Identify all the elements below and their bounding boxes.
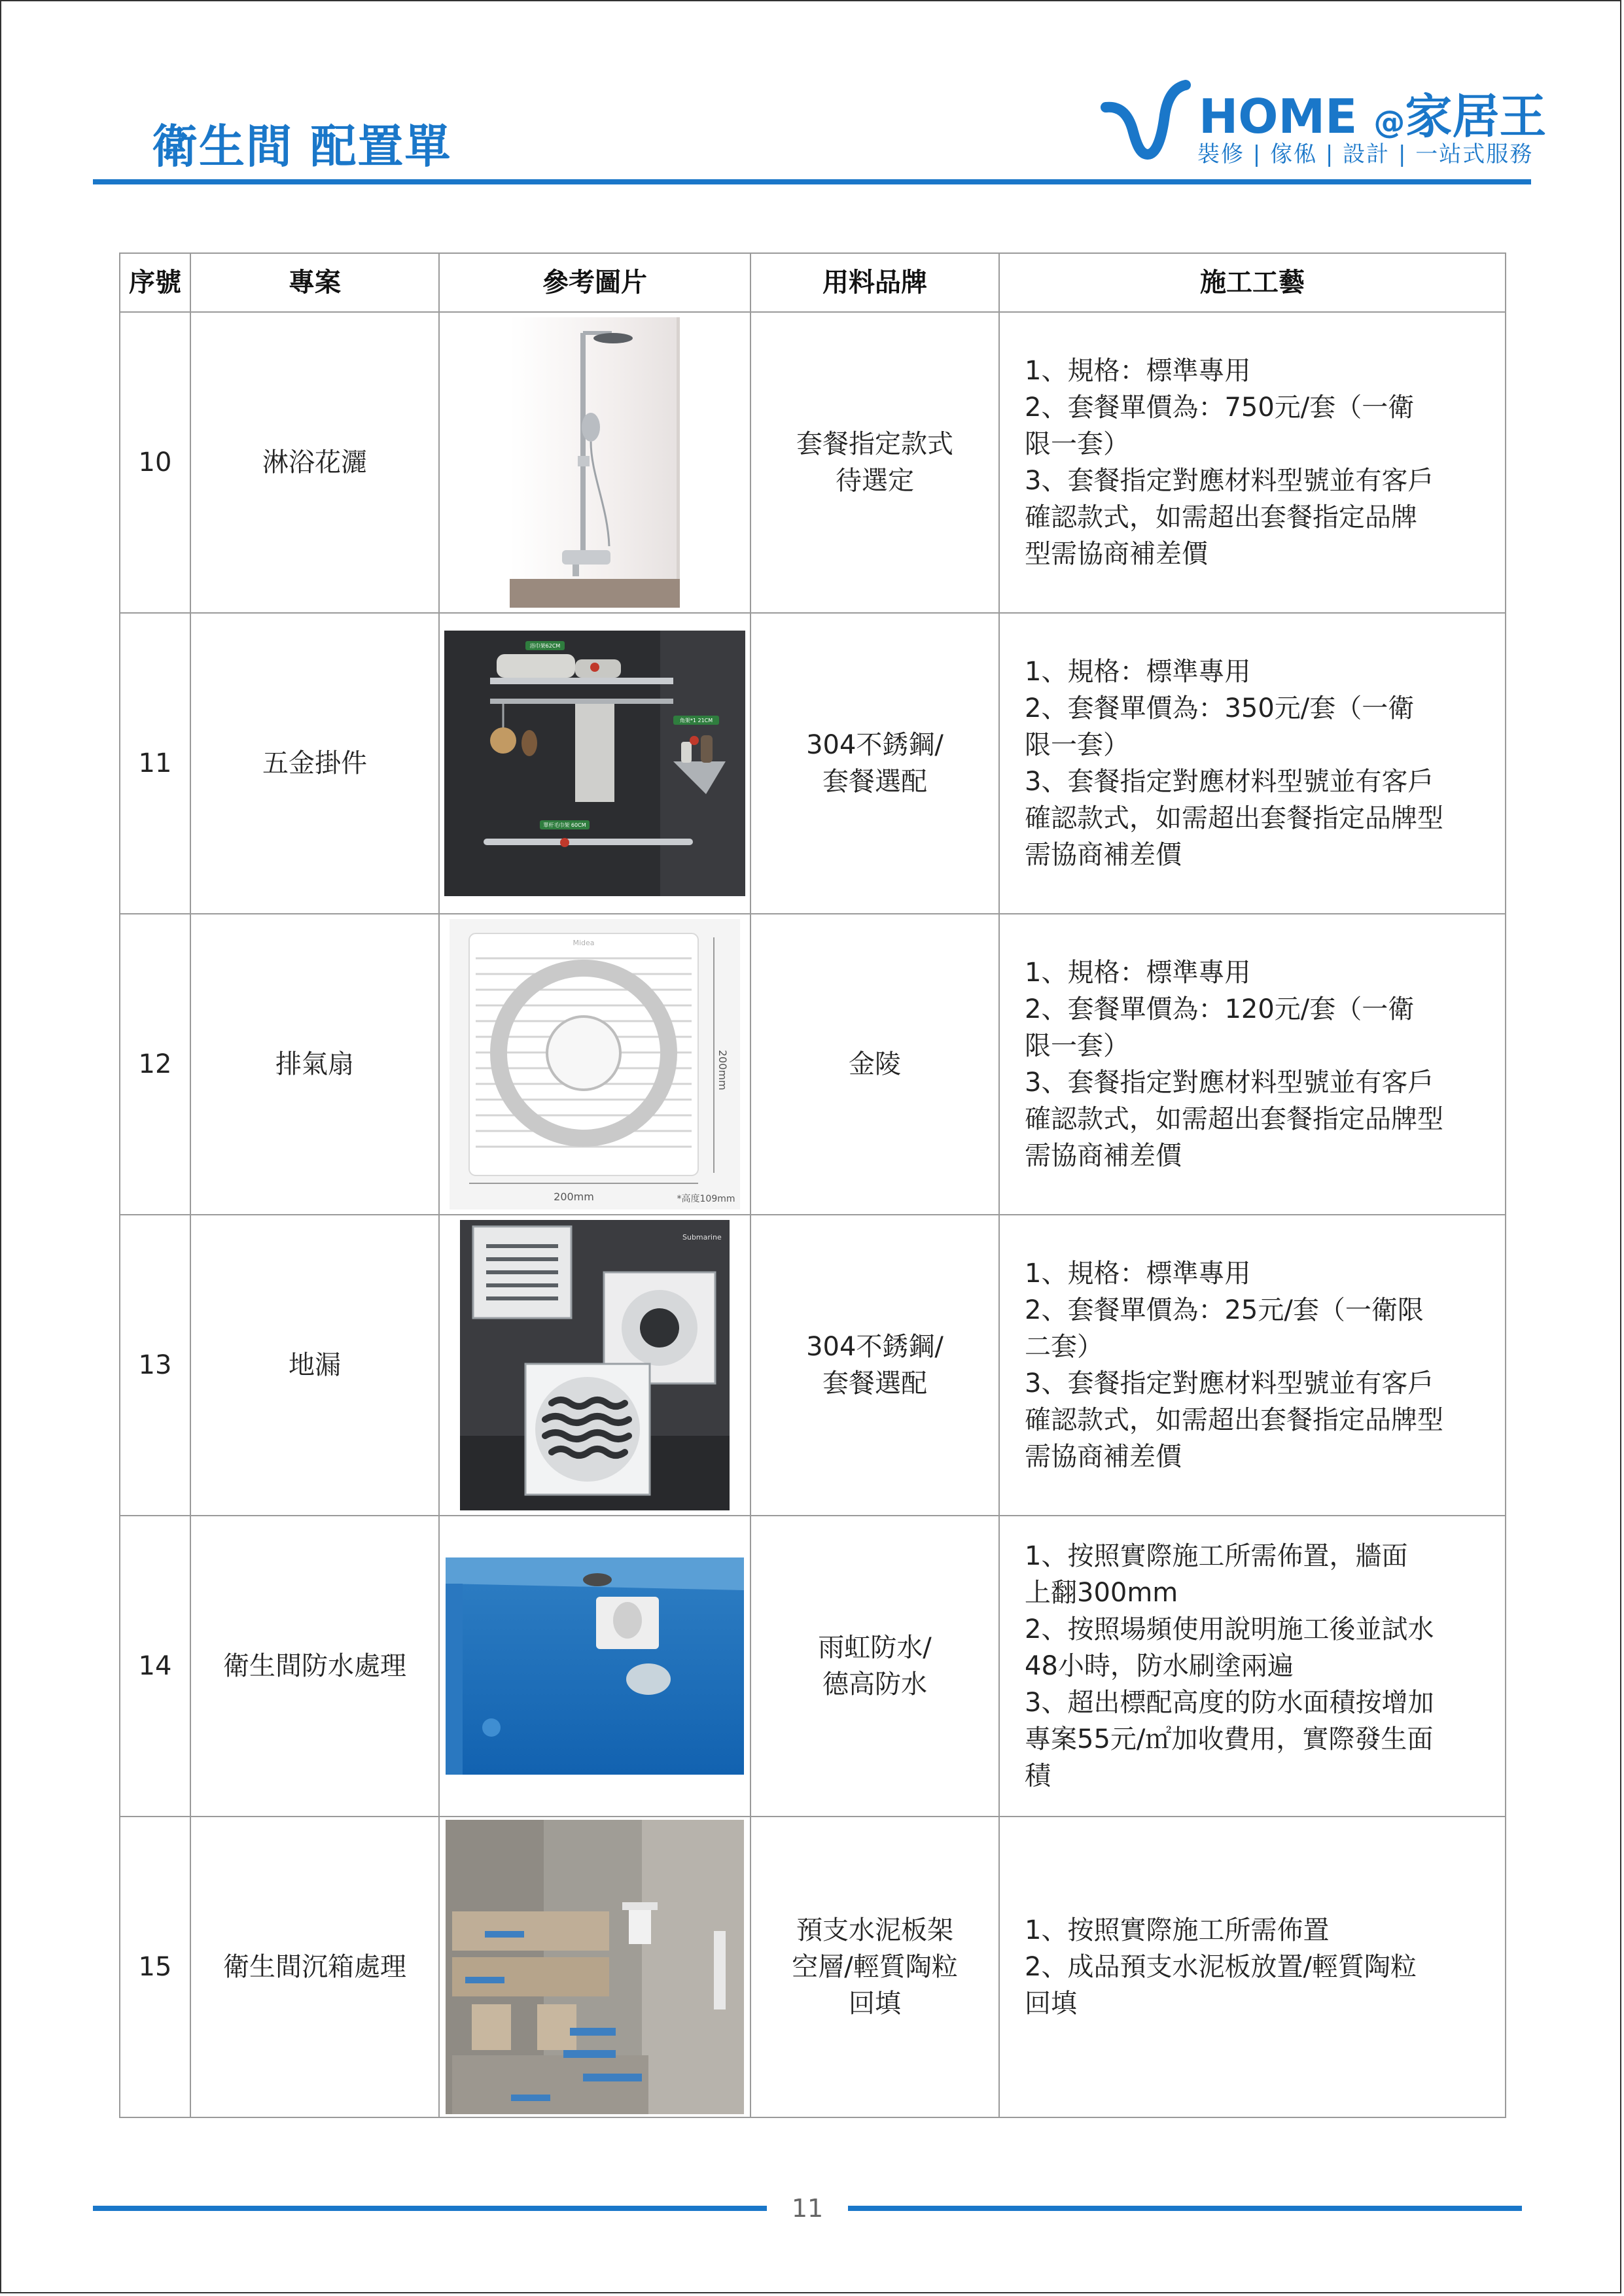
brand-line: 空層/輕質陶粒 — [792, 1952, 958, 1982]
row-craft — [999, 613, 1506, 914]
table-header-row — [120, 253, 1506, 312]
craft-line: 限一套） — [1025, 1031, 1129, 1061]
logo-tagline: 裝修 | 傢俬 | 設計 | 一站式服務 — [1197, 141, 1534, 167]
craft-line: 專案55元/㎡加收費用，實際發生面 — [1025, 1724, 1434, 1754]
craft-line: 回填 — [1025, 1989, 1077, 2019]
header-cell-brand: 用料品牌 — [750, 253, 999, 312]
table-row — [120, 1516, 1506, 1817]
fan-height-label: 200mm — [716, 1050, 729, 1090]
brand-line: 套餐選配 — [822, 767, 927, 797]
logo-swoosh-icon — [1094, 73, 1192, 165]
craft-line: 1、規格：標準專用 — [1025, 657, 1251, 687]
brand-line: 雨虹防水/ — [818, 1633, 932, 1663]
craft-line: 型需協商補差價 — [1025, 539, 1208, 569]
brand-line: 金陵 — [849, 1049, 901, 1079]
craft-line: 2、套餐單價為：25元/套（一衛限 — [1025, 1295, 1424, 1325]
logo-at: @ — [1373, 104, 1405, 141]
row-picture-cell — [439, 1516, 750, 1817]
row-brand — [750, 613, 999, 914]
craft-line: 2、套餐單價為：120元/套（一衛 — [1025, 994, 1415, 1024]
exhaust-fan-photo — [450, 919, 740, 1209]
craft-line: 3、套餐指定對應材料型號並有客戶 — [1025, 466, 1434, 496]
row-craft — [999, 1516, 1506, 1817]
craft-line: 1、規格：標準專用 — [1025, 356, 1251, 386]
craft-line: 確認款式，如需超出套餐指定品牌型 — [1025, 803, 1443, 833]
table-row — [120, 1817, 1506, 2117]
row-craft — [999, 1215, 1506, 1516]
craft-line: 3、套餐指定對應材料型號並有客戶 — [1025, 767, 1434, 797]
row-number: 10 — [120, 312, 190, 613]
craft-line: 2、套餐單價為：350元/套（一衛 — [1025, 693, 1415, 723]
page-title: 衛生間 配置單 — [152, 120, 452, 173]
spec-table — [119, 252, 1506, 2118]
craft-line: 限一套） — [1025, 429, 1129, 459]
row-picture-cell — [439, 1215, 750, 1516]
craft-line: 限一套） — [1025, 730, 1129, 760]
logo-name-cn: 家居王 — [1405, 89, 1547, 144]
craft-line: 需協商補差價 — [1025, 840, 1182, 870]
floor-drain-photo — [460, 1220, 730, 1510]
brand-line: 套餐選配 — [822, 1368, 927, 1399]
fan-brand-label: Midea — [573, 939, 595, 947]
craft-line: 確認款式，如需超出套餐指定品牌型 — [1025, 1104, 1443, 1134]
waterproofing-photo — [446, 1557, 744, 1775]
row-item: 淋浴花灑 — [190, 312, 439, 613]
brand-line: 304不銹鋼/ — [806, 1332, 944, 1362]
craft-line: 上翻300mm — [1025, 1578, 1178, 1608]
row-picture-cell — [439, 312, 750, 613]
craft-line: 1、規格：標準專用 — [1025, 958, 1251, 988]
craft-line: 2、按照場頻使用說明施工後並試水 — [1025, 1614, 1434, 1644]
craft-line: 3、套餐指定對應材料型號並有客戶 — [1025, 1368, 1434, 1399]
row-picture-cell — [439, 613, 750, 914]
row-item: 衛生間防水處理 — [190, 1516, 439, 1817]
footer-rule-right — [848, 2206, 1522, 2211]
footer-rule-left — [93, 2206, 767, 2211]
logo-name-en: HOME — [1199, 89, 1358, 144]
row-number: 12 — [120, 914, 190, 1215]
header-divider — [93, 179, 1531, 184]
sunken-box-photo — [446, 1820, 744, 2114]
brand-line: 304不銹鋼/ — [806, 730, 944, 760]
brand-line: 套餐指定款式 — [796, 429, 953, 459]
craft-line: 1、按照實際施工所需佈置 — [1025, 1915, 1330, 1945]
shower-set-photo — [510, 317, 680, 608]
drain-brand-label: Submarine — [682, 1233, 722, 1242]
craft-line: 需協商補差價 — [1025, 1442, 1182, 1472]
row-number: 11 — [120, 613, 190, 914]
row-item: 五金掛件 — [190, 613, 439, 914]
brand-line: 德高防水 — [822, 1669, 927, 1699]
craft-line: 3、超出標配高度的防水面積按增加 — [1025, 1688, 1434, 1718]
brand-line: 預支水泥板架 — [796, 1915, 953, 1945]
craft-line: 2、套餐單價為：750元/套（一衛 — [1025, 392, 1415, 423]
craft-line: 需協商補差價 — [1025, 1141, 1182, 1171]
craft-line: 2、成品預支水泥板放置/輕質陶粒 — [1025, 1952, 1417, 1982]
row-number: 14 — [120, 1516, 190, 1817]
row-number: 13 — [120, 1215, 190, 1516]
towel-rack-photo — [444, 631, 745, 896]
craft-line: 積 — [1025, 1761, 1051, 1791]
craft-line: 確認款式，如需超出套餐指定品牌 — [1025, 502, 1417, 532]
row-craft — [999, 312, 1506, 613]
row-craft — [999, 1817, 1506, 2117]
row-number: 15 — [120, 1817, 190, 2117]
row-item: 地漏 — [190, 1215, 439, 1516]
fan-width-label: 200mm — [554, 1191, 594, 1203]
header-cell-item: 專案 — [190, 253, 439, 312]
row-item: 排氣扇 — [190, 914, 439, 1215]
row-picture-cell — [439, 914, 750, 1215]
row-brand — [750, 312, 999, 613]
fan-depth-label: *高度109mm — [677, 1194, 735, 1204]
brand-line: 待選定 — [836, 466, 914, 496]
table-row — [120, 613, 1506, 914]
craft-line: 二套） — [1025, 1332, 1103, 1362]
rack-label-2: 角架*1 21CM — [679, 718, 713, 723]
header-cell-picture: 參考圖片 — [439, 253, 750, 312]
craft-line: 1、按照實際施工所需佈置，牆面 — [1025, 1541, 1408, 1571]
brand-logo — [1094, 73, 1547, 171]
rack-label-1: 浴巾架62CM — [529, 643, 561, 649]
craft-line: 確認款式，如需超出套餐指定品牌型 — [1025, 1405, 1443, 1435]
row-brand — [750, 1215, 999, 1516]
craft-line: 48小時，防水刷塗兩遍 — [1025, 1651, 1294, 1681]
row-item: 衛生間沉箱處理 — [190, 1817, 439, 2117]
table-row — [120, 312, 1506, 613]
header-cell-num: 序號 — [120, 253, 190, 312]
row-brand — [750, 1516, 999, 1817]
row-craft — [999, 914, 1506, 1215]
rack-label-3: 單杆毛巾架 60CM — [543, 822, 586, 828]
row-picture-cell — [439, 1817, 750, 2117]
brand-line: 回填 — [849, 1989, 901, 2019]
page-number: 11 — [791, 2194, 824, 2223]
table-row — [120, 914, 1506, 1215]
craft-line: 1、規格：標準專用 — [1025, 1259, 1251, 1289]
row-brand — [750, 914, 999, 1215]
table-row — [120, 1215, 1506, 1516]
header-cell-craft: 施工工藝 — [999, 253, 1506, 312]
row-brand — [750, 1817, 999, 2117]
craft-line: 3、套餐指定對應材料型號並有客戶 — [1025, 1068, 1434, 1098]
